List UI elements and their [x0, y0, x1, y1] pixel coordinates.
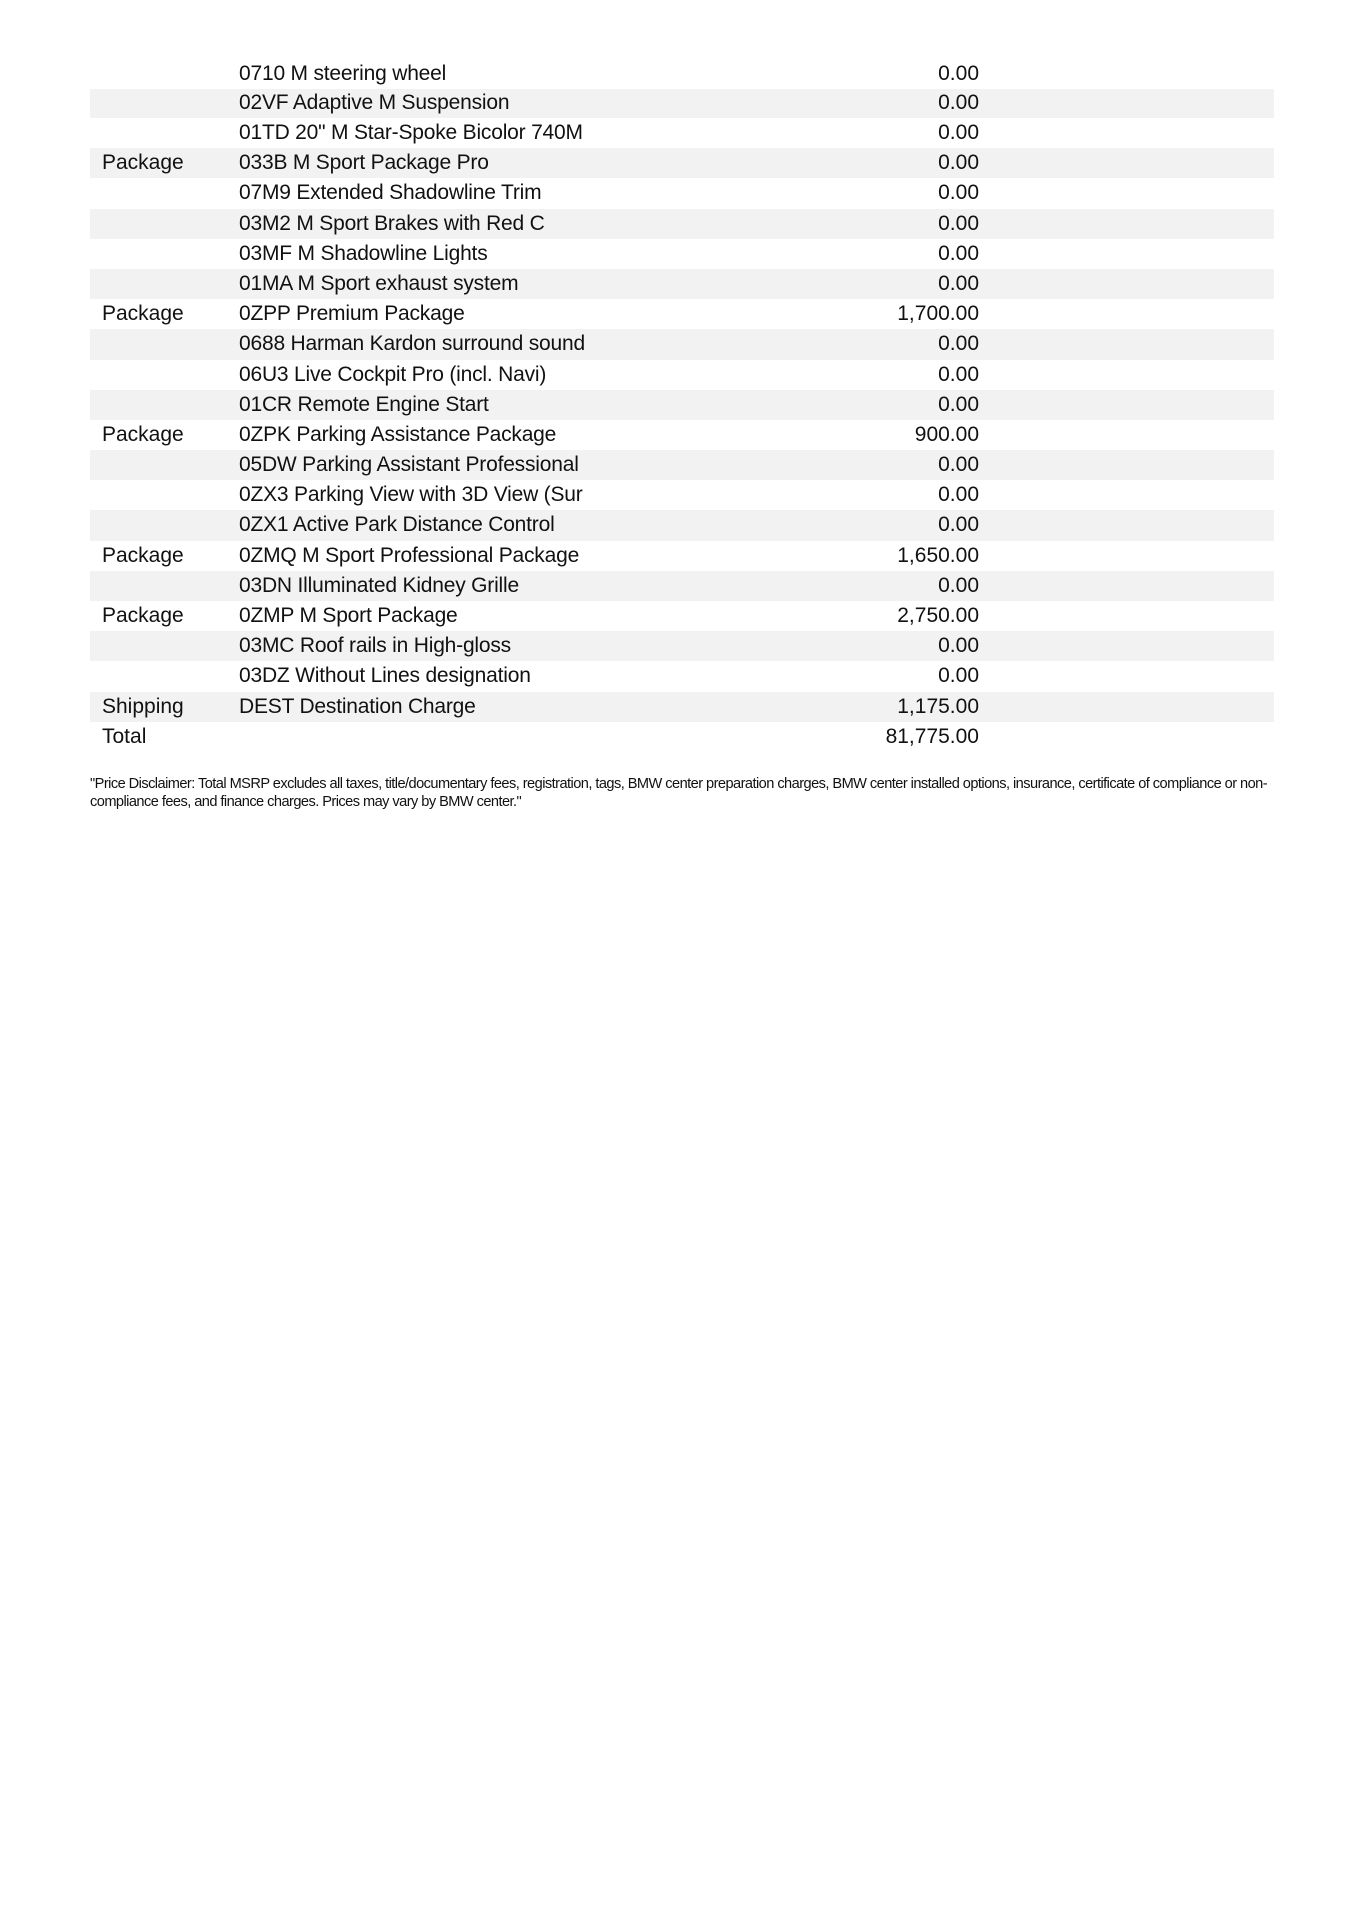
row-price: 0.00	[938, 91, 979, 114]
row-item: 01CR Remote Engine Start	[239, 392, 489, 416]
table-row	[90, 450, 1274, 480]
row-price: 0.00	[938, 241, 979, 265]
row-price: 0.00	[938, 62, 979, 85]
row-item: 0ZMP M Sport Package	[239, 604, 458, 627]
row-price: 0.00	[938, 573, 979, 597]
row-item: 07M9 Extended Shadowline Trim	[239, 181, 542, 205]
price-disclaimer: "Price Disclaimer: Total MSRP excludes all taxes, title/documentary fees, registration, tags, BMW center preparation charges, BMW center installed options, insurance, certificate of compliance or non-compliance fees, and finance charges. Prices may vary by BMW center."	[90, 776, 1268, 810]
table-row	[90, 420, 1274, 450]
table-row	[90, 239, 1274, 269]
table-row	[90, 541, 1274, 571]
row-item: 03MC Roof rails in High-gloss	[239, 634, 511, 658]
row-item: 03M2 M Sport Brakes with Red C	[239, 211, 545, 235]
row-category: Package	[102, 422, 184, 446]
total-row	[90, 722, 1274, 752]
row-item: 0ZPK Parking Assistance Package	[239, 422, 557, 446]
table-row	[90, 329, 1274, 359]
row-item: 01MA M Sport exhaust system	[239, 271, 519, 295]
row-item: 0688 Harman Kardon surround sound	[239, 332, 585, 356]
row-item: 0ZMQ M Sport Professional Package	[239, 543, 580, 567]
row-price: 0.00	[938, 513, 979, 537]
row-item: 02VF Adaptive M Suspension	[239, 91, 510, 114]
row-item: 05DW Parking Assistant Professional	[239, 453, 579, 477]
row-price: 0.00	[938, 664, 979, 688]
row-price: 0.00	[938, 181, 979, 205]
row-item: DEST Destination Charge	[239, 694, 476, 718]
row-item: 033B M Sport Package Pro	[239, 151, 489, 175]
table-row	[90, 118, 1274, 148]
row-category: Package	[102, 302, 184, 326]
row-item: 01TD 20" M Star-Spoke Bicolor 740M	[239, 121, 583, 144]
row-price: 1,650.00	[897, 543, 979, 567]
table-row	[90, 62, 1274, 89]
table-row	[90, 661, 1274, 691]
table-row	[90, 299, 1274, 329]
row-category: Package	[102, 604, 184, 627]
table-row	[90, 480, 1274, 510]
row-item: 0710 M steering wheel	[239, 62, 447, 85]
row-item: 03DN Illuminated Kidney Grille	[239, 573, 519, 597]
row-item: 0ZX1 Active Park Distance Control	[239, 513, 555, 537]
table-row	[90, 148, 1274, 178]
table-row	[90, 692, 1274, 722]
row-item: 03DZ Without Lines designation	[239, 664, 531, 688]
row-item: 0ZPP Premium Package	[239, 302, 465, 326]
table-row	[90, 360, 1274, 390]
row-item: 03MF M Shadowline Lights	[239, 241, 488, 265]
price-table	[90, 62, 1274, 752]
row-price: 900.00	[914, 422, 979, 446]
row-price: 0.00	[938, 121, 979, 144]
total-price: 81,775.00	[885, 724, 979, 748]
row-price: 0.00	[938, 483, 979, 507]
table-row	[90, 178, 1274, 208]
row-category: Package	[102, 543, 184, 567]
row-item: 06U3 Live Cockpit Pro (incl. Navi)	[239, 362, 547, 386]
row-price: 0.00	[938, 151, 979, 175]
row-price: 0.00	[938, 271, 979, 295]
row-category: Shipping	[102, 694, 184, 718]
table-row	[90, 510, 1274, 540]
row-price: 1,175.00	[897, 694, 979, 718]
row-price: 2,750.00	[897, 604, 979, 627]
row-item: 0ZX3 Parking View with 3D View (Sur	[239, 483, 583, 507]
table-row	[90, 571, 1274, 601]
row-category: Package	[102, 151, 184, 175]
table-row	[90, 631, 1274, 661]
table-row	[90, 269, 1274, 299]
row-price: 0.00	[938, 362, 979, 386]
row-price: 0.00	[938, 211, 979, 235]
table-row	[90, 601, 1274, 631]
row-price: 0.00	[938, 392, 979, 416]
row-price: 0.00	[938, 453, 979, 477]
table-row	[90, 209, 1274, 239]
table-row	[90, 390, 1274, 420]
total-label: Total	[102, 724, 147, 748]
row-price: 1,700.00	[897, 302, 979, 326]
row-price: 0.00	[938, 634, 979, 658]
table-row	[90, 89, 1274, 118]
row-price: 0.00	[938, 332, 979, 356]
